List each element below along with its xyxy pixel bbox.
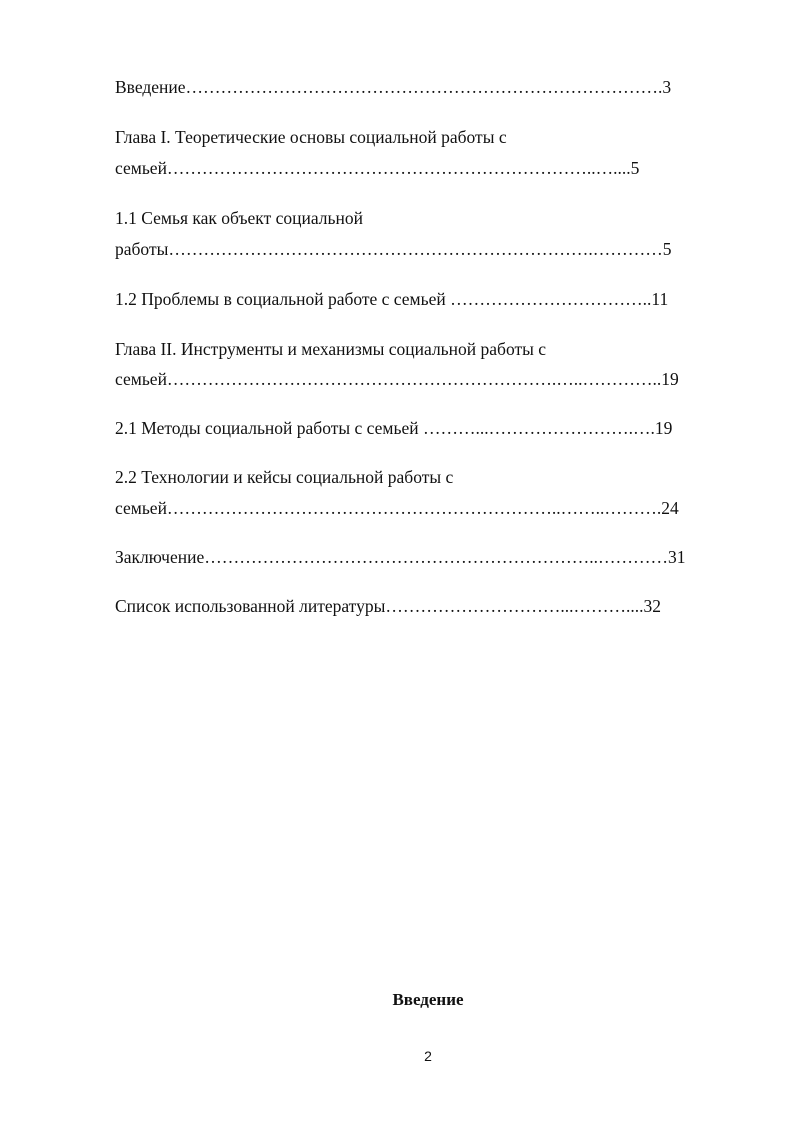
toc-entry-chapter-1-continuation: семьей………………………………………………………………..…....5 <box>115 158 640 178</box>
toc-entry-section-1-1-title: 1.1 Семья как объект социальной <box>115 208 363 228</box>
toc-entry-conclusion: Заключение…………………………………………………………..…………31 <box>115 547 686 567</box>
toc-entry-chapter-1-title: Глава I. Теоретические основы социальной работы с <box>115 127 507 147</box>
toc-entry-section-2-2-title: 2.2 Технологии и кейсы социальной работы с <box>115 467 454 487</box>
toc-entry-section-1-2: 1.2 Проблемы в социальной работе с семьей ……………………………..11 <box>115 289 669 309</box>
toc-entry-references: Список использованной литературы…………………………...………....32 <box>115 596 661 616</box>
toc-entry-section-2-1: 2.1 Методы социальной работы с семьей ………...…………………….….19 <box>115 418 673 438</box>
toc-entry-chapter-2-continuation: семьей………………………………………………………….…..…………..19 <box>115 369 679 389</box>
toc-entry-section-1-1-continuation: работы……………………………………………………………….…………5 <box>115 239 672 259</box>
toc-entry-chapter-2-title: Глава II. Инструменты и механизмы социальной работы с <box>115 339 547 359</box>
next-section-heading: Введение <box>392 990 464 1009</box>
toc-entry-intro: Введение……………………………………………………………………….3 <box>115 77 672 97</box>
page-number: 2 <box>424 1048 432 1064</box>
toc-entry-section-2-2-continuation: семьей…………………………………………………………..……..……….24 <box>115 498 679 518</box>
